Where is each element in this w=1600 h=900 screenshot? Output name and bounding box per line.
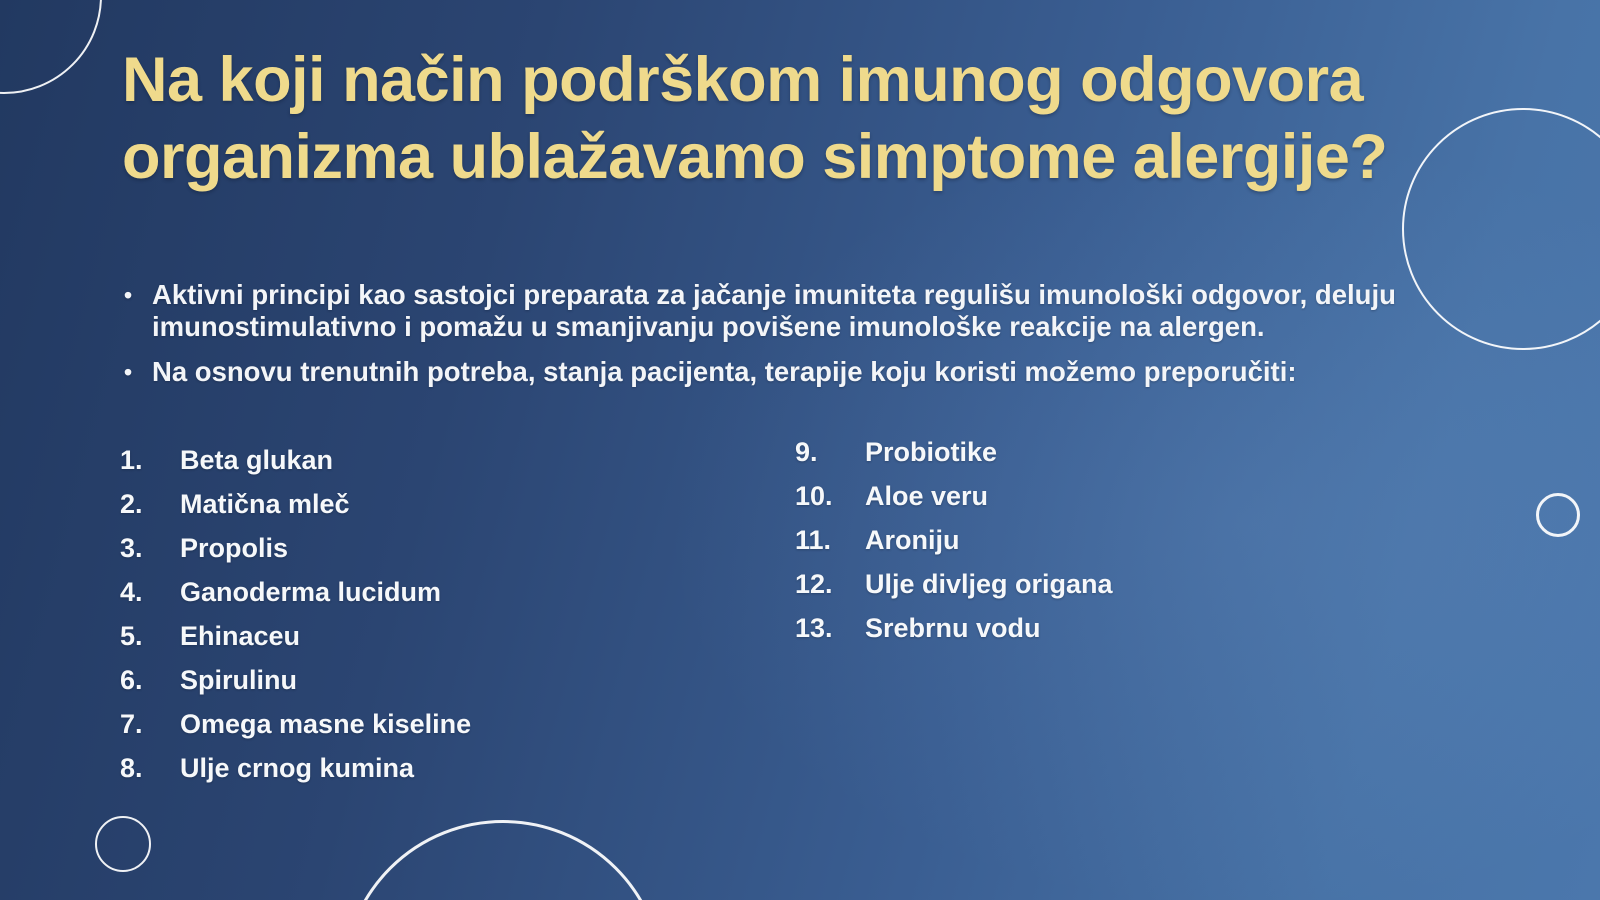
list-item-number: 4. <box>120 577 143 607</box>
bullet-text-line: Na osnovu trenutnih potreba, stanja pacijenta, terapije koju koristi možemo preporučiti: <box>152 356 1297 387</box>
bullet-text <box>152 279 1396 343</box>
list-item <box>120 614 471 658</box>
list-item-label: Spirulinu <box>180 665 297 695</box>
list-item-label: Aloe veru <box>865 481 989 511</box>
list-item-number: 7. <box>120 709 143 739</box>
list-item-number: 6. <box>120 665 143 695</box>
list-item-number: 5. <box>120 621 143 651</box>
intro-bullet-list <box>124 279 1504 401</box>
bullet-item <box>124 356 1504 388</box>
slide-title-line-1: Na koji način podrškom imunog odgovora <box>122 45 1364 115</box>
list-item-number: 12. <box>795 569 833 599</box>
list-item-label: Omega masne kiseline <box>180 709 472 739</box>
list-item-number: 8. <box>120 753 143 783</box>
list-item <box>795 430 1113 474</box>
recommendation-list-left <box>120 438 471 790</box>
list-item-label: Ehinaceu <box>180 621 301 651</box>
list-item <box>120 570 471 614</box>
list-item-label: Beta glukan <box>180 445 334 475</box>
bullet-marker: • <box>124 359 133 385</box>
decorative-circle-bottom-left <box>95 816 151 872</box>
bullet-text-line: imunostimulativno i pomažu u smanjivanju povišene imunološke reakcije na alergen. <box>152 311 1265 342</box>
slide-title-line-2: organizma ublažavamo simptome alergije? <box>122 122 1388 192</box>
list-item-label: Propolis <box>180 533 289 563</box>
list-item-label: Ulje divljeg origana <box>865 569 1113 599</box>
list-item-label: Srebrnu vodu <box>865 613 1041 643</box>
list-item <box>120 482 471 526</box>
list-item-number: 11. <box>795 525 832 555</box>
list-item <box>120 746 471 790</box>
bullet-marker: • <box>124 282 133 308</box>
list-item <box>120 658 471 702</box>
decorative-circle-right-middle <box>1536 493 1580 537</box>
slide-title <box>122 42 1552 196</box>
list-item-number: 13. <box>795 613 833 643</box>
bullet-item <box>124 279 1504 343</box>
list-item-number: 10. <box>795 481 833 511</box>
bullet-text-line: Aktivni principi kao sastojci preparata za jačanje imuniteta regulišu imunološki odgovor, deluju <box>152 279 1396 310</box>
list-item-number: 9. <box>795 437 818 467</box>
list-item-label: Ganoderma lucidum <box>180 577 442 607</box>
list-item <box>795 474 1113 518</box>
list-item <box>795 562 1113 606</box>
list-item <box>795 518 1113 562</box>
list-item <box>120 702 471 746</box>
list-item <box>795 606 1113 650</box>
recommendation-list-right <box>795 430 1113 650</box>
list-item-label: Aroniju <box>865 525 960 555</box>
list-item-number: 2. <box>120 489 143 519</box>
list-item-label: Ulje crnog kumina <box>180 753 415 783</box>
decorative-circle-top-left <box>0 0 102 94</box>
bullet-text <box>152 356 1297 388</box>
list-item-label: Probiotike <box>865 437 998 467</box>
list-item <box>120 438 471 482</box>
list-item-number: 1. <box>120 445 143 475</box>
list-item <box>120 526 471 570</box>
list-item-number: 3. <box>120 533 143 563</box>
decorative-circle-bottom-center <box>342 820 664 900</box>
list-item-label: Matična mleč <box>180 489 350 519</box>
